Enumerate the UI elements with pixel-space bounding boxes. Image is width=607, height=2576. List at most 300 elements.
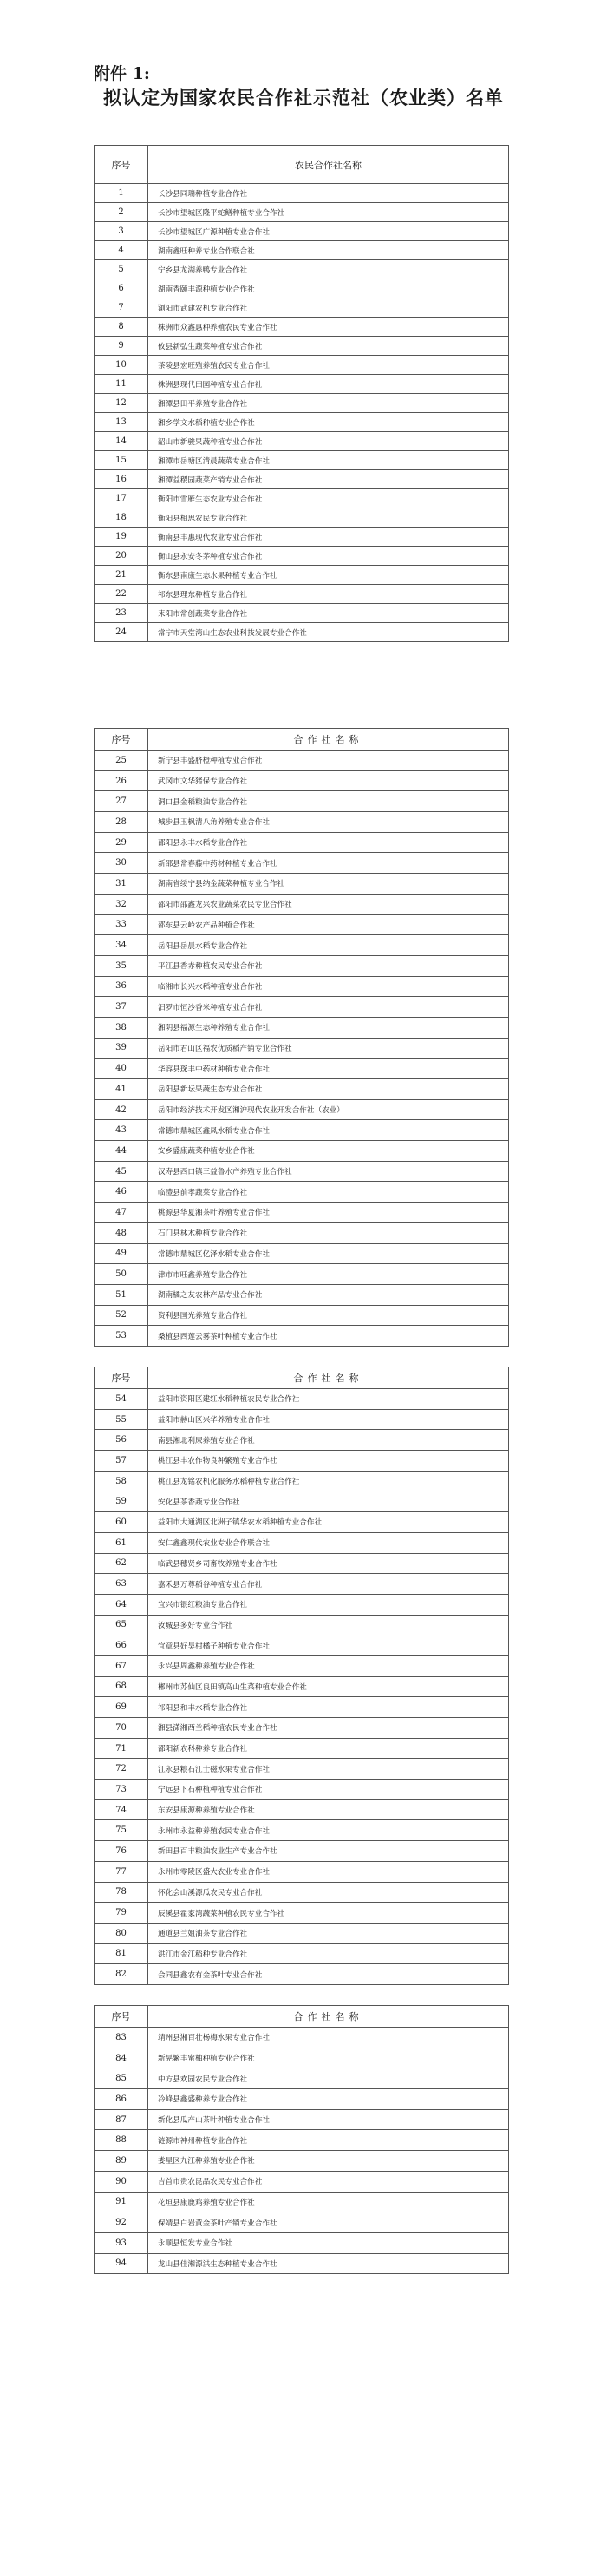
row-serial-number: 39 [95,1038,148,1059]
table-row [95,222,509,241]
table-row [95,356,509,375]
table-row [95,1759,509,1780]
table-row [95,1222,509,1243]
row-serial-number: 62 [95,1553,148,1574]
row-serial-number: 60 [95,1512,148,1533]
row-cooperative-name: 石门县林木种植专业合作社 [148,1222,509,1243]
row-serial-number: 4 [95,241,148,260]
row-serial-number: 12 [95,394,148,413]
table-row [95,1923,509,1943]
table-row [95,1409,509,1430]
table-row [95,1718,509,1739]
row-cooperative-name: 祁东县理东种植专业合作社 [148,585,509,604]
row-serial-number: 6 [95,279,148,298]
row-cooperative-name: 郴州市苏仙区良田镇高山生菜种植专业合作社 [148,1676,509,1697]
row-cooperative-name: 益阳市资阳区建红水稻种植农民专业合作社 [148,1389,509,1410]
row-cooperative-name: 怀化会山溪源瓜农民专业合作社 [148,1882,509,1903]
table-row [95,604,509,623]
table-row [95,1780,509,1800]
table-row [95,1738,509,1759]
table-row [95,2232,509,2253]
header-cooperative-name: 合作社名称 [148,729,509,751]
row-serial-number: 50 [95,1264,148,1285]
row-cooperative-name: 城步县玉枫清八角养殖专业合作社 [148,812,509,833]
row-cooperative-name: 新邵县常春藤中药材种植专业合作社 [148,853,509,874]
table-row [95,997,509,1018]
table-row [95,1430,509,1451]
row-cooperative-name: 祁阳县和丰水稻专业合作社 [148,1697,509,1718]
table-row [95,1471,509,1491]
table-row [95,394,509,413]
row-cooperative-name: 湘乡学文水稻种植专业合作社 [148,413,509,432]
row-cooperative-name: 宜章县好昊柑橘子种植专业合作社 [148,1635,509,1656]
table-row [95,1305,509,1326]
row-serial-number: 15 [95,451,148,470]
row-cooperative-name: 韶山市新骏果蔬种植专业合作社 [148,432,509,451]
table-row [95,1512,509,1533]
table-row [95,1161,509,1182]
row-cooperative-name: 洪江市金江稻种专业合作社 [148,1943,509,1964]
table-row [95,1038,509,1059]
table-row [95,1553,509,1574]
table-row [95,260,509,279]
row-serial-number: 21 [95,566,148,585]
table-header-row [95,146,509,184]
row-cooperative-name: 桃江县龙铭农机化服务水稻种植专业合作社 [148,1471,509,1491]
row-serial-number: 30 [95,853,148,874]
row-cooperative-name: 邵东县云岭农产品种植合作社 [148,914,509,935]
table-row [95,770,509,791]
table-row [95,2068,509,2089]
row-serial-number: 73 [95,1780,148,1800]
row-cooperative-name: 宁远县下石种植种植专业合作社 [148,1780,509,1800]
table-row [95,1799,509,1820]
table-row [95,935,509,956]
row-cooperative-name: 常宁市天堂湾山生态农业科技发展专业合作社 [148,623,509,642]
row-serial-number: 84 [95,2048,148,2068]
row-serial-number: 89 [95,2151,148,2172]
row-serial-number: 37 [95,997,148,1018]
row-cooperative-name: 岳阳市经济技术开发区湘沪现代农业开发合作社（农业） [148,1099,509,1120]
row-cooperative-name: 永州市永益种养殖农民专业合作社 [148,1820,509,1841]
row-cooperative-name: 耒阳市常创蔬菜专业合作社 [148,604,509,623]
row-serial-number: 33 [95,914,148,935]
row-serial-number: 70 [95,1718,148,1739]
row-cooperative-name: 中方县欢园农民专业合作社 [148,2068,509,2089]
row-cooperative-name: 衡阳县相思农民专业合作社 [148,508,509,528]
row-cooperative-name: 桑植县西莲云雾茶叶种植专业合作社 [148,1326,509,1347]
table-row [95,791,509,812]
header-serial-number: 序号 [95,146,148,184]
row-cooperative-name: 资利县国光养殖专业合作社 [148,1305,509,1326]
table-row [95,1491,509,1512]
row-serial-number: 71 [95,1738,148,1759]
row-cooperative-name: 益阳市赫山区兴华养殖专业合作社 [148,1409,509,1430]
row-serial-number: 14 [95,432,148,451]
row-serial-number: 54 [95,1389,148,1410]
row-serial-number: 56 [95,1430,148,1451]
table-row [95,914,509,935]
header-cooperative-name: 合作社名称 [148,1367,509,1389]
row-serial-number: 1 [95,184,148,203]
row-cooperative-name: 衡东县南康生态水果种植专业合作社 [148,566,509,585]
row-serial-number: 32 [95,894,148,914]
row-cooperative-name: 华容县琛丰中药材种植专业合作社 [148,1059,509,1079]
table-row [95,470,509,489]
table-row [95,1697,509,1718]
table-row [95,489,509,508]
row-cooperative-name: 江永县粮石江士磁水果专业合作社 [148,1759,509,1780]
row-cooperative-name: 岳阳市君山区福农优质稻产销专业合作社 [148,1038,509,1059]
row-serial-number: 87 [95,2109,148,2130]
header-serial-number: 序号 [95,1367,148,1389]
table-row [95,1594,509,1615]
header-serial-number: 序号 [95,2006,148,2028]
row-serial-number: 86 [95,2089,148,2110]
table-row [95,976,509,997]
table-row [95,1451,509,1472]
row-serial-number: 75 [95,1820,148,1841]
row-serial-number: 82 [95,1964,148,1985]
row-cooperative-name: 龙山县佳湘源洪生态种植专业合作社 [148,2253,509,2274]
row-serial-number: 77 [95,1861,148,1882]
row-cooperative-name: 永兴县周鑫种养殖专业合作社 [148,1655,509,1676]
row-serial-number: 80 [95,1923,148,1943]
row-cooperative-name: 湘潭县田平养殖专业合作社 [148,394,509,413]
row-serial-number: 17 [95,489,148,508]
table-header-row [95,2006,509,2028]
row-cooperative-name: 武冈市文华猪保专业合作社 [148,770,509,791]
row-cooperative-name: 浏阳市武建农机专业合作社 [148,298,509,318]
table-row [95,2253,509,2274]
row-cooperative-name: 株洲县现代田园种植专业合作社 [148,375,509,394]
row-serial-number: 78 [95,1882,148,1903]
row-cooperative-name: 新晃繁丰蜜柚种植专业合作社 [148,2048,509,2068]
row-serial-number: 2 [95,203,148,222]
table-row [95,955,509,976]
table-row [95,894,509,914]
row-cooperative-name: 临澧县前孝蔬菜专业合作社 [148,1182,509,1203]
table-row [95,1903,509,1924]
table-row [95,1820,509,1841]
row-cooperative-name: 新化县瓜产山茶叶种植专业合作社 [148,2109,509,2130]
row-serial-number: 52 [95,1305,148,1326]
table-row [95,1079,509,1100]
row-serial-number: 40 [95,1059,148,1079]
row-serial-number: 93 [95,2232,148,2253]
row-serial-number: 25 [95,751,148,771]
row-serial-number: 76 [95,1841,148,1862]
table-row [95,751,509,771]
row-cooperative-name: 花垣县康鹿鸡养殖专业合作社 [148,2192,509,2212]
row-cooperative-name: 长沙县同瑞种植专业合作社 [148,184,509,203]
row-serial-number: 49 [95,1243,148,1264]
row-serial-number: 16 [95,470,148,489]
row-cooperative-name: 嘉禾县万尊稻谷种植专业合作社 [148,1574,509,1595]
row-serial-number: 34 [95,935,148,956]
row-cooperative-name: 宜兴市银红粮油专业合作社 [148,1594,509,1615]
table-row [95,337,509,356]
table-row [95,1182,509,1203]
row-serial-number: 22 [95,585,148,604]
row-cooperative-name: 常德市鼎城区亿泽水稻专业合作社 [148,1243,509,1264]
table-row [95,874,509,895]
row-cooperative-name: 长沙市望城区广源种植专业合作社 [148,222,509,241]
table-row [95,2109,509,2130]
row-cooperative-name: 衡南县丰惠现代农业专业合作社 [148,528,509,547]
row-cooperative-name: 靖州县湘百壮杨梅水果专业合作社 [148,2028,509,2048]
row-cooperative-name: 湖南鑫旺种养专业合作联合社 [148,241,509,260]
row-serial-number: 90 [95,2171,148,2192]
table-row [95,2151,509,2172]
row-serial-number: 66 [95,1635,148,1656]
row-cooperative-name: 永顺县恒发专业合作社 [148,2232,509,2253]
row-serial-number: 47 [95,1203,148,1223]
table-row [95,1099,509,1120]
table-row [95,1615,509,1635]
table-row [95,184,509,203]
row-serial-number: 57 [95,1451,148,1472]
row-cooperative-name: 邵阳新农科种养专业合作社 [148,1738,509,1759]
row-cooperative-name: 湘阴县福源生态种养殖专业合作社 [148,1017,509,1038]
table-row [95,1284,509,1305]
row-cooperative-name: 湖南省绥宁县纳金蔬菜种植专业合作社 [148,874,509,895]
row-serial-number: 36 [95,976,148,997]
row-cooperative-name: 湖南香颐丰源种植专业合作社 [148,279,509,298]
table-row [95,853,509,874]
row-serial-number: 7 [95,298,148,318]
row-serial-number: 79 [95,1903,148,1924]
table-row [95,1017,509,1038]
table-row [95,318,509,337]
row-serial-number: 46 [95,1182,148,1203]
row-cooperative-name: 宁乡县龙湖养鸭专业合作社 [148,260,509,279]
row-cooperative-name: 津市市旺鑫养殖专业合作社 [148,1264,509,1285]
table-row [95,1943,509,1964]
row-serial-number: 42 [95,1099,148,1120]
table-row [95,1120,509,1141]
row-serial-number: 63 [95,1574,148,1595]
table-row [95,1389,509,1410]
row-cooperative-name: 娄星区九江种养殖专业合作社 [148,2151,509,2172]
table-row [95,2212,509,2233]
row-cooperative-name: 保靖县白岩黄金茶叶产销专业合作社 [148,2212,509,2233]
table-row [95,1655,509,1676]
row-cooperative-name: 岳阳县岳晨水稻专业合作社 [148,935,509,956]
row-serial-number: 5 [95,260,148,279]
row-serial-number: 9 [95,337,148,356]
row-cooperative-name: 临湘市长兴水稻种植专业合作社 [148,976,509,997]
row-serial-number: 59 [95,1491,148,1512]
row-cooperative-name: 安乡盛康蔬菜种植专业合作社 [148,1141,509,1162]
table-row [95,566,509,585]
table-row [95,812,509,833]
table-row [95,1882,509,1903]
row-cooperative-name: 东安县康源种养殖专业合作社 [148,1799,509,1820]
row-serial-number: 72 [95,1759,148,1780]
table-row [95,279,509,298]
row-serial-number: 18 [95,508,148,528]
row-serial-number: 11 [95,375,148,394]
table-row [95,2192,509,2212]
table-row [95,528,509,547]
row-serial-number: 44 [95,1141,148,1162]
row-cooperative-name: 临武县穗贤乡司畜牧养殖专业合作社 [148,1553,509,1574]
row-serial-number: 88 [95,2130,148,2151]
row-cooperative-name: 攸县新弘生蔬菜种植专业合作社 [148,337,509,356]
row-cooperative-name: 平江县香赤种植农民专业合作社 [148,955,509,976]
row-cooperative-name: 岳阳县新坛果蔬生态专业合作社 [148,1079,509,1100]
row-serial-number: 41 [95,1079,148,1100]
row-serial-number: 65 [95,1615,148,1635]
row-cooperative-name: 会同县鑫农有金茶叶专业合作社 [148,1964,509,1985]
row-cooperative-name: 桃江县丰农作物良种繁殖专业合作社 [148,1451,509,1472]
row-cooperative-name: 冷峰县鑫盛种养专业合作社 [148,2089,509,2110]
row-cooperative-name: 汉寿县西口镇三益鲁水产养殖专业合作社 [148,1161,509,1182]
row-serial-number: 26 [95,770,148,791]
row-serial-number: 61 [95,1532,148,1553]
row-serial-number: 81 [95,1943,148,1964]
row-cooperative-name: 邵阳县永丰水稻专业合作社 [148,832,509,853]
document-title: 拟认定为国家农民合作社示范社（农业类）名单 [103,88,504,108]
header-serial-number: 序号 [95,729,148,751]
row-cooperative-name: 湖南橘之友农林产品专业合作社 [148,1284,509,1305]
row-cooperative-name: 桃源县华夏湘茶叶养殖专业合作社 [148,1203,509,1223]
row-serial-number: 19 [95,528,148,547]
row-cooperative-name: 安化县茶香蔬专业合作社 [148,1491,509,1512]
row-serial-number: 23 [95,604,148,623]
cooperative-table-4 [94,2005,509,2274]
cooperative-table-3 [94,1367,509,1985]
row-cooperative-name: 衡阳市雪雁生态农业专业合作社 [148,489,509,508]
row-serial-number: 58 [95,1471,148,1491]
table-row [95,1243,509,1264]
header-cooperative-name: 合作社名称 [148,2006,509,2028]
row-serial-number: 20 [95,547,148,566]
row-serial-number: 67 [95,1655,148,1676]
table-row [95,508,509,528]
table-row [95,1635,509,1656]
table-row [95,1964,509,1985]
row-serial-number: 28 [95,812,148,833]
table-row [95,1841,509,1862]
row-cooperative-name: 株洲市众鑫惠种养殖农民专业合作社 [148,318,509,337]
row-serial-number: 38 [95,1017,148,1038]
row-serial-number: 29 [95,832,148,853]
row-serial-number: 51 [95,1284,148,1305]
row-cooperative-name: 洞口县金稻粮油专业合作社 [148,791,509,812]
row-cooperative-name: 吉首市贵农昆品农民专业合作社 [148,2171,509,2192]
row-cooperative-name: 汝城县多好专业合作社 [148,1615,509,1635]
row-cooperative-name: 茶陵县宏旺殖养殖农民专业合作社 [148,356,509,375]
table-row [95,585,509,604]
table-row [95,1059,509,1079]
table-row [95,547,509,566]
table-header-row [95,729,509,751]
row-serial-number: 43 [95,1120,148,1141]
table-row [95,2130,509,2151]
cooperative-table-2 [94,728,509,1347]
row-cooperative-name: 湘潭市岳塘区清晨蔬菜专业合作社 [148,451,509,470]
table-row [95,2089,509,2110]
table-row [95,432,509,451]
row-serial-number: 53 [95,1326,148,1347]
table-row [95,451,509,470]
attachment-label: 附件 1: [94,64,150,83]
table-row [95,203,509,222]
row-cooperative-name: 永州市零陵区盛大农业专业合作社 [148,1861,509,1882]
row-cooperative-name: 湘县潇湘西兰稻种植农民专业合作社 [148,1718,509,1739]
table-row [95,375,509,394]
table-row [95,623,509,642]
row-serial-number: 74 [95,1799,148,1820]
header-cooperative-name: 农民合作社名称 [148,146,509,184]
row-cooperative-name: 新田县百丰粮油农业生产专业合作社 [148,1841,509,1862]
row-serial-number: 27 [95,791,148,812]
row-cooperative-name: 辰溪县霍家湾蔬菜种植农民专业合作社 [148,1903,509,1924]
row-serial-number: 94 [95,2253,148,2274]
row-serial-number: 10 [95,356,148,375]
table-row [95,1141,509,1162]
row-serial-number: 45 [95,1161,148,1182]
row-serial-number: 13 [95,413,148,432]
row-serial-number: 64 [95,1594,148,1615]
row-serial-number: 69 [95,1697,148,1718]
cooperative-table-1 [94,145,509,642]
row-cooperative-name: 益阳市大通湖区北洲子镇华农水稻种植专业合作社 [148,1512,509,1533]
row-serial-number: 24 [95,623,148,642]
row-cooperative-name: 衡山县永安冬茅种植专业合作社 [148,547,509,566]
row-cooperative-name: 湘潭益稷园蔬菜产销专业合作社 [148,470,509,489]
table-row [95,1676,509,1697]
table-row [95,241,509,260]
row-cooperative-name: 南县湘北利尿养殖专业合作社 [148,1430,509,1451]
row-serial-number: 31 [95,874,148,895]
row-serial-number: 68 [95,1676,148,1697]
table-row [95,2048,509,2068]
table-row [95,2171,509,2192]
table-row [95,1532,509,1553]
table-row [95,832,509,853]
row-cooperative-name: 新宁县丰盛脐橙种植专业合作社 [148,751,509,771]
row-serial-number: 48 [95,1222,148,1243]
table-row [95,2028,509,2048]
row-serial-number: 8 [95,318,148,337]
row-cooperative-name: 长沙市望城区隆平蛇鳝种植专业合作社 [148,203,509,222]
table-row [95,413,509,432]
row-cooperative-name: 汨罗市恒沙香米种植专业合作社 [148,997,509,1018]
table-row [95,1203,509,1223]
row-serial-number: 83 [95,2028,148,2048]
row-serial-number: 85 [95,2068,148,2089]
row-cooperative-name: 涟源市神州种植专业合作社 [148,2130,509,2151]
table-row [95,1326,509,1347]
row-serial-number: 92 [95,2212,148,2233]
row-serial-number: 55 [95,1409,148,1430]
row-serial-number: 35 [95,955,148,976]
row-serial-number: 91 [95,2192,148,2212]
table-header-row [95,1367,509,1389]
table-row [95,1264,509,1285]
table-row [95,298,509,318]
row-cooperative-name: 安仁鑫鑫现代农业专业合作联合社 [148,1532,509,1553]
row-cooperative-name: 常德市鼎城区鑫凤水稻专业合作社 [148,1120,509,1141]
row-cooperative-name: 邵阳市邵鑫龙兴农业蔬菜农民专业合作社 [148,894,509,914]
row-serial-number: 3 [95,222,148,241]
table-row [95,1574,509,1595]
table-row [95,1861,509,1882]
row-cooperative-name: 通道县兰姐油茶专业合作社 [148,1923,509,1943]
